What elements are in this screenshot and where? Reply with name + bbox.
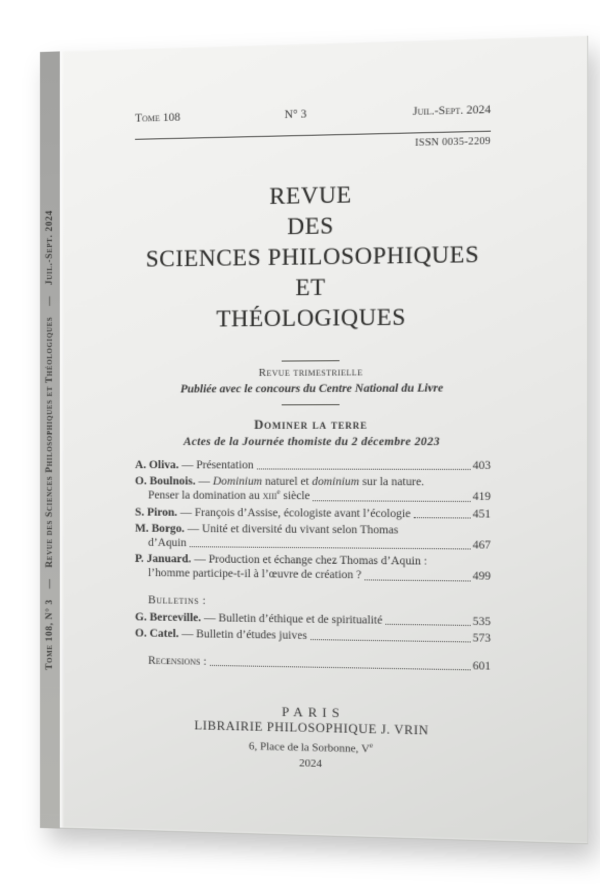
dot-leader bbox=[313, 500, 470, 502]
toc-entry: A. Oliva. — Présentation 403 bbox=[134, 459, 491, 473]
dot-leader bbox=[190, 546, 471, 549]
journal-title-line: SCIENCES PHILOSOPHIQUES bbox=[145, 241, 480, 272]
journal-title bbox=[135, 177, 491, 335]
dot-leader bbox=[386, 624, 471, 626]
page-number: 451 bbox=[472, 507, 491, 521]
issn-label: ISSN 0035-2209 bbox=[415, 135, 491, 149]
journal-title-line: DES bbox=[287, 212, 334, 240]
cover-content bbox=[64, 36, 587, 844]
journal-cover-book bbox=[40, 36, 588, 845]
recensions-row bbox=[148, 654, 491, 674]
imprint-city: PARIS bbox=[281, 704, 345, 721]
dot-leader bbox=[310, 639, 470, 642]
page-number: 419 bbox=[472, 491, 491, 504]
page-number: 573 bbox=[472, 631, 491, 645]
masthead-row bbox=[135, 103, 491, 126]
journal-title-line: ET bbox=[295, 274, 326, 301]
toc-entry: S. Piron. — François d’Assise, écologiste avant l’écologie 451 bbox=[134, 506, 491, 521]
dot-leader bbox=[257, 469, 471, 470]
periodicity-label: Revue trimestrielle bbox=[258, 366, 363, 379]
page-number: 535 bbox=[472, 615, 491, 628]
support-note: Publiée avec le concours du Centre National du Livre bbox=[180, 382, 444, 396]
dot-leader bbox=[414, 517, 471, 518]
journal-title-line: THÉOLOGIQUES bbox=[216, 304, 407, 332]
tome-label: Tome 108 bbox=[134, 111, 181, 125]
imprint-year: 2024 bbox=[299, 757, 322, 770]
divider-bottom bbox=[282, 404, 340, 405]
toc-entry: O. Catel. — Bulletin d’études juives 573 bbox=[134, 627, 491, 645]
arrondissement-superscript: e bbox=[369, 741, 373, 750]
page-number: 403 bbox=[472, 459, 491, 473]
imprint-address: 6, Place de la Sorbonne, Ve bbox=[248, 740, 373, 756]
dot-leader bbox=[365, 579, 471, 581]
toc-entry: G. Berceville. — Bulletin d’éthique et de spiritualité 535 bbox=[134, 610, 491, 628]
table-of-contents bbox=[135, 458, 491, 584]
page-number: 499 bbox=[472, 570, 491, 584]
journal-title-line: REVUE bbox=[269, 181, 352, 210]
divider-top bbox=[282, 360, 340, 361]
dossier-title: Dominer la terre bbox=[254, 417, 368, 432]
page-number: 467 bbox=[472, 539, 491, 552]
toc-entry: P. Januard. — Production et échange chez Thomas d’Aquin : l’homme participe-t-il à l’œuvre de création ? 499 bbox=[134, 553, 491, 584]
issue-number-label: N° 3 bbox=[284, 108, 307, 122]
recensions-page-number: 601 bbox=[472, 660, 491, 673]
front-cover bbox=[60, 36, 588, 845]
recensions-label: Recensions : bbox=[148, 654, 207, 668]
dossier-subtitle: Actes de la Journée thomiste du 2 décembre 2023 bbox=[183, 435, 440, 449]
bulletins-heading: Bulletins : bbox=[148, 593, 207, 607]
toc-entry: M. Borgo. — Unité et diversité du vivant selon Thomas d’Aquin 467 bbox=[134, 522, 491, 552]
imprint-block bbox=[135, 701, 491, 776]
book-spine bbox=[40, 51, 61, 828]
spine-title-label: Tome 108, N° 3 — Revue des Sciences Philosophiques et Théologiques — Juil.-Sept. 2024 bbox=[44, 209, 55, 671]
imprint-publisher: LIBRAIRIE PHILOSOPHIQUE J. VRIN bbox=[194, 718, 429, 738]
bulletins-list bbox=[135, 610, 491, 646]
toc-entry: O. Boulnois. — Dominium naturel et dominium sur la nature. Penser la domination au xiii$^e$ siècle 419 bbox=[134, 475, 491, 504]
issue-date-label: Juil.-Sept. 2024 bbox=[412, 103, 491, 119]
dot-leader bbox=[210, 665, 471, 670]
